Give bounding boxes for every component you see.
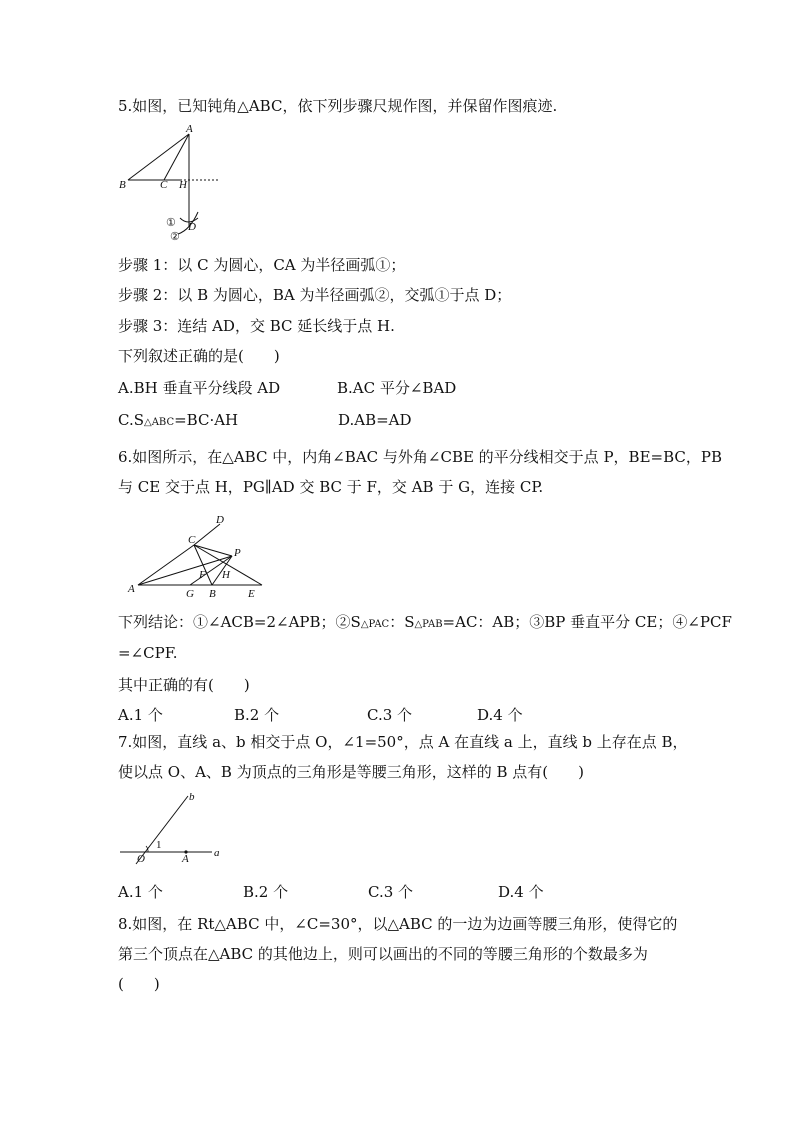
q7-label-a: a (214, 847, 220, 859)
q7-stem-line2: 使以点 O、A、B 为顶点的三角形是等腰三角形，这样的 B 点有( ) (118, 763, 584, 781)
q6-label-g: G (186, 588, 194, 600)
q6-label-f: F (199, 569, 206, 581)
q5-step2: 步骤 2：以 B 为圆心，BA 为半径画弧②，交弧①于点 D； (118, 286, 512, 304)
q5-label-a: A (186, 123, 193, 135)
q5-figure (116, 122, 226, 246)
q8-stem-line1: 8.如图，在 Rt△ABC 中，∠C=30°，以△ABC 的一边为边画等腰三角形，使得它的 (118, 915, 678, 933)
q7-label-point-a: A (182, 853, 189, 865)
q6-option-d: D.4 个 (477, 706, 523, 724)
q5-step3: 步骤 3：连结 AD，交 BC 延长线于点 H. (118, 317, 395, 335)
q8-stem-line3: ( ) (118, 975, 160, 993)
q7-option-d: D.4 个 (498, 883, 544, 901)
q6-label-b: B (209, 588, 216, 600)
q6-label-d: D (216, 514, 224, 526)
q5-label-arc2: ② (170, 231, 180, 243)
q6-figure (124, 512, 274, 602)
q7-label-angle-1: 1 (156, 839, 162, 851)
q6-conclusions-line1: 下列结论：①∠ACB=2∠APB；②S△PAC：S△PAB=AC：AB；③BP 垂直平分 CE；④∠PCF (118, 613, 732, 631)
q7-option-c: C.3 个 (368, 883, 414, 901)
q5-label-d: D (188, 221, 196, 233)
q5-option-c: C.S△ABC=BC·AH (118, 411, 239, 429)
q7-stem-line1: 7.如图，直线 a、b 相交于点 O，∠1=50°，点 A 在直线 a 上，直线 b 上存在点 B， (118, 733, 688, 751)
q6-option-b: B.2 个 (234, 706, 280, 724)
q6-label-e: E (248, 588, 255, 600)
q6-label-h: H (222, 569, 230, 581)
q6-option-a: A.1 个 (118, 706, 163, 724)
q5-stem: 5.如图，已知钝角△ABC，依下列步骤尺规作图，并保留作图痕迹. (118, 97, 558, 115)
q7-figure (116, 790, 228, 866)
q6-label-c: C (188, 534, 196, 546)
q6-stem-line2: 与 CE 交于点 H，PG∥AD 交 BC 于 F，交 AB 于 G，连接 CP. (118, 478, 544, 496)
q7-option-b: B.2 个 (243, 883, 289, 901)
q6-option-c: C.3 个 (367, 706, 413, 724)
q8-stem-line2: 第三个顶点在△ABC 的其他边上，则可以画出的不同的等腰三角形的个数最多为 (118, 945, 648, 963)
q5-step1: 步骤 1：以 C 为圆心，CA 为半径画弧①； (118, 256, 406, 274)
q5-label-c: C (160, 179, 168, 191)
q5-label-h: H (179, 179, 187, 191)
q6-stem-line1: 6.如图所示，在△ABC 中，内角∠BAC 与外角∠CBE 的平分线相交于点 P，BE=BC，PB (118, 448, 722, 466)
q5-label-b: B (119, 179, 126, 191)
q6-label-p: P (234, 547, 241, 559)
q6-conclusions-line2: =∠CPF. (118, 644, 178, 662)
q5-option-b: B.AC 平分∠BAD (337, 379, 457, 397)
q5-option-d: D.AB=AD (338, 411, 412, 429)
q6-question: 其中正确的有( ) (118, 676, 250, 694)
q7-option-a: A.1 个 (118, 883, 163, 901)
q5-question: 下列叙述正确的是( ) (118, 347, 280, 365)
q7-label-o: O (137, 853, 145, 865)
q5-label-arc1: ① (166, 217, 176, 229)
q6-label-a: A (128, 583, 135, 595)
q5-option-a: A.BH 垂直平分线段 AD (118, 379, 281, 397)
q7-label-b: b (189, 791, 195, 803)
